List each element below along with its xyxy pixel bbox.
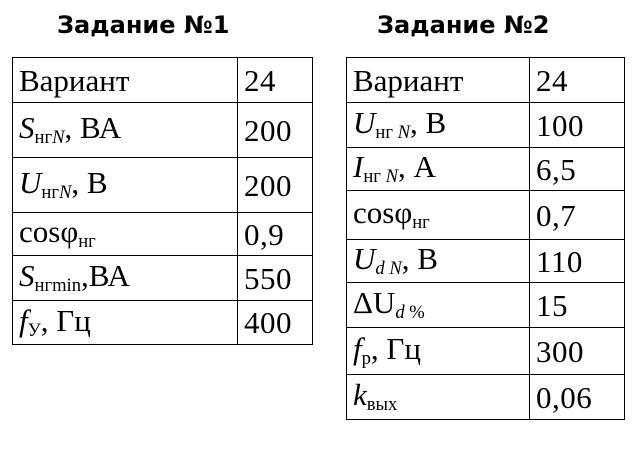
table-row <box>13 103 313 158</box>
param-value: 200 <box>238 103 313 158</box>
param-value: 550 <box>238 256 313 301</box>
param-value: 24 <box>238 58 313 103</box>
param-label: $\Delta U_{d \%}$ <box>347 283 530 328</box>
table-row <box>13 213 313 256</box>
task-2-title: Задание №2 <box>377 11 550 39</box>
param-label: $U_{нг N}$, В <box>347 103 530 148</box>
param-value: 110 <box>530 240 625 283</box>
table-row <box>347 191 625 240</box>
param-label: $f_р$, Гц <box>347 328 530 375</box>
param-label: cosφ$_{нг}$ <box>347 191 530 240</box>
table-row <box>13 301 313 345</box>
table-row <box>13 256 313 301</box>
table-row <box>13 58 313 103</box>
task-1-table <box>12 57 313 345</box>
param-value: 100 <box>530 103 625 148</box>
table-row <box>347 375 625 420</box>
param-label: $U_{нгN}$, В <box>13 158 238 213</box>
param-label: $S_{нгN}$, ВА <box>13 103 238 158</box>
param-value: 15 <box>530 283 625 328</box>
param-value: 0,06 <box>530 375 625 420</box>
param-label: $S_{нгmin},ВА$ <box>13 256 238 301</box>
param-label: $k_{вых}$ <box>347 375 530 420</box>
param-value: 200 <box>238 158 313 213</box>
param-value: 300 <box>530 328 625 375</box>
table-row <box>13 158 313 213</box>
param-value: 0,9 <box>238 213 313 256</box>
param-label: $f_У$, Гц <box>13 301 238 345</box>
param-label: $I_{нг N}$, А <box>347 148 530 191</box>
param-value: 0,7 <box>530 191 625 240</box>
task-1-title: Задание №1 <box>57 11 230 39</box>
table-row <box>347 148 625 191</box>
param-label: Вариант <box>13 58 238 103</box>
param-value: 400 <box>238 301 313 345</box>
task-2-table <box>346 57 625 420</box>
table-row <box>347 283 625 328</box>
param-value: 6,5 <box>530 148 625 191</box>
param-value: 24 <box>530 58 625 103</box>
param-label: $U_{d N}$, В <box>347 240 530 283</box>
param-label: Вариант <box>347 58 530 103</box>
param-label: cosφ$_{нг}$ <box>13 213 238 256</box>
table-row <box>347 328 625 375</box>
table-row <box>347 240 625 283</box>
table-row <box>347 103 625 148</box>
table-row <box>347 58 625 103</box>
